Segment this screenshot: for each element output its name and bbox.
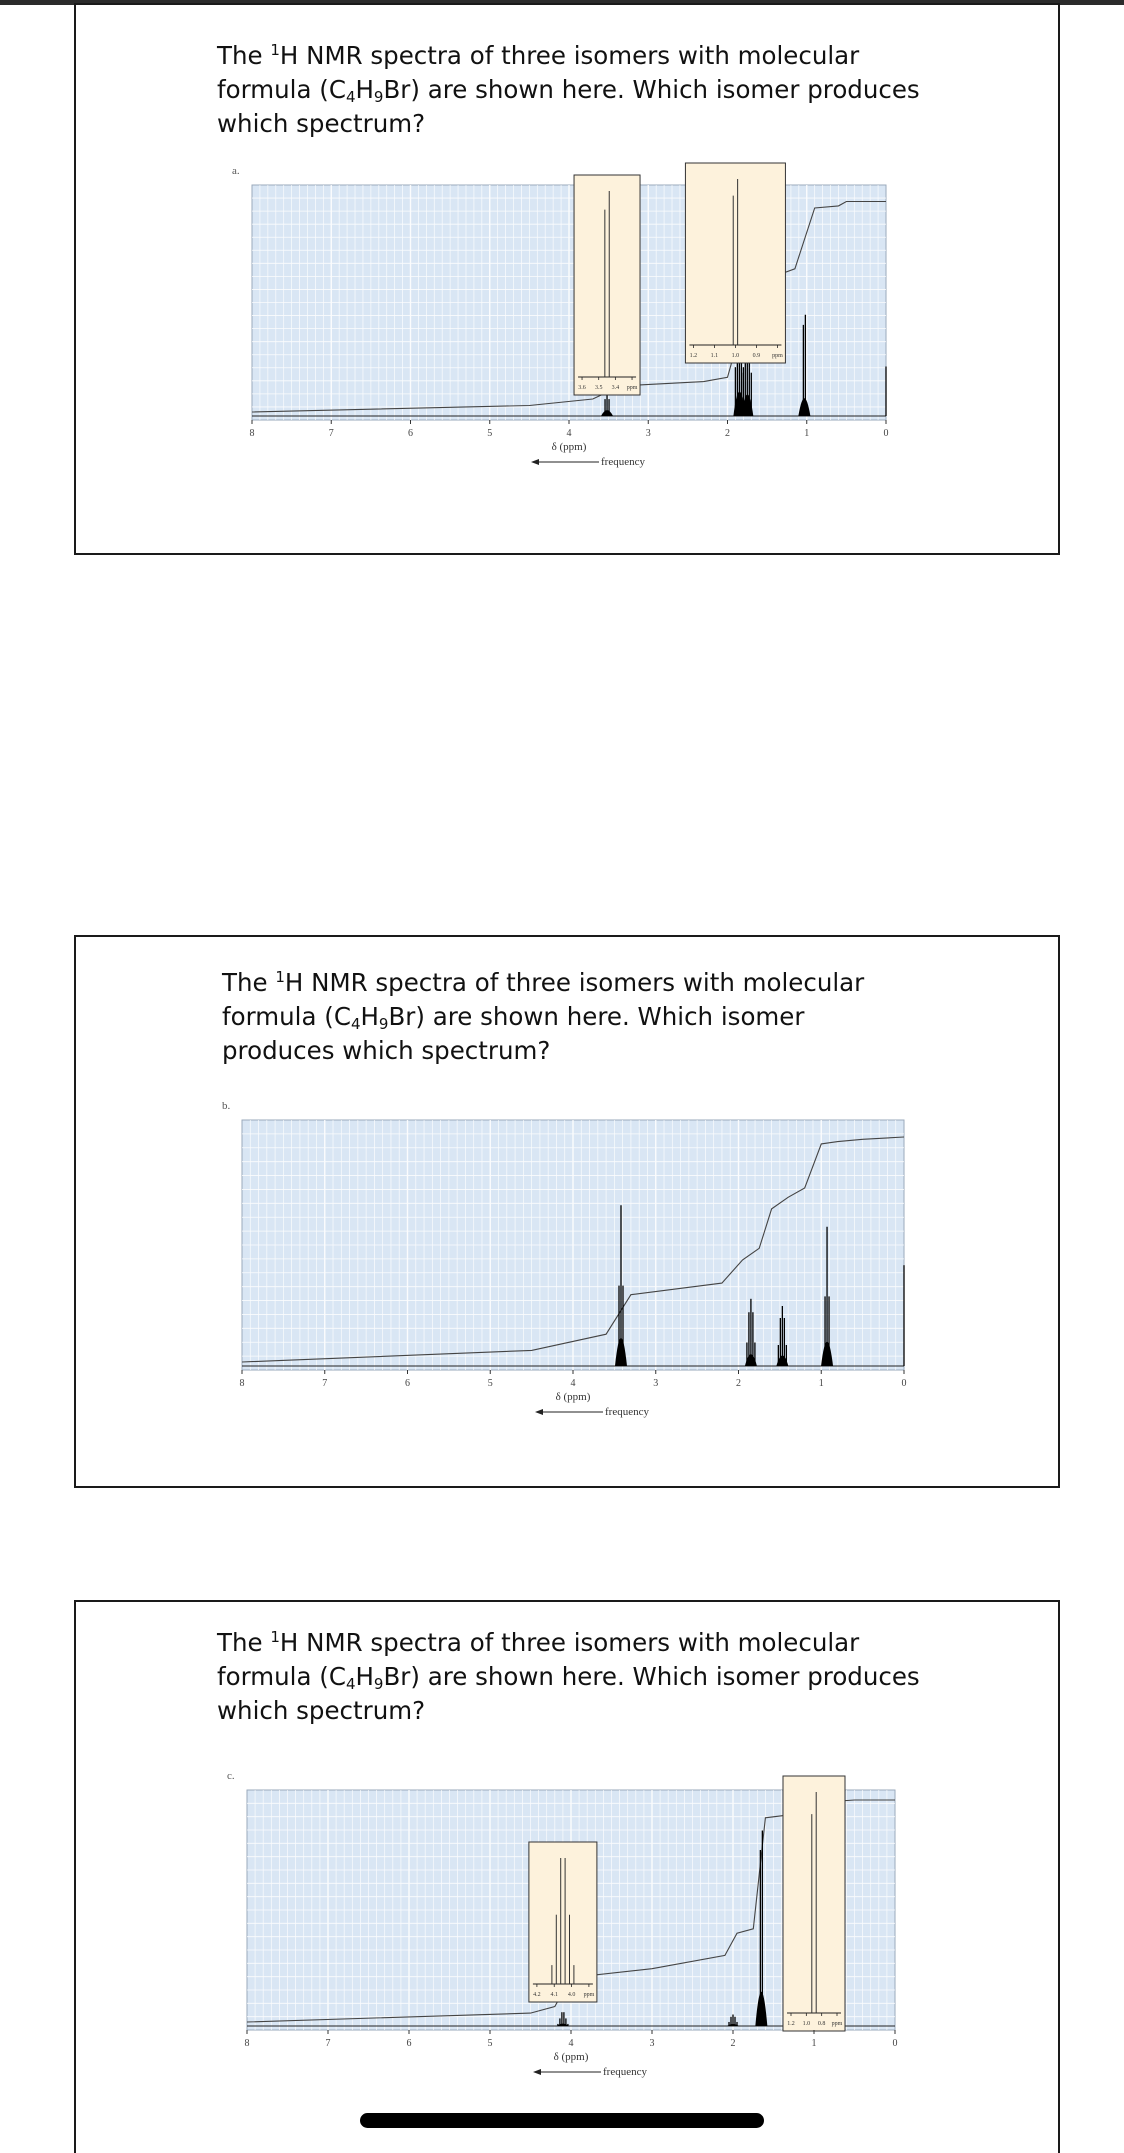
inset-tick-label: 4.2 <box>533 1992 541 1998</box>
spectrum-label: b. <box>222 1100 231 1112</box>
x-axis <box>240 1370 907 1389</box>
inset-box <box>529 1842 597 2002</box>
x-tick-label: 3 <box>653 1378 659 1389</box>
grid-lines <box>252 185 886 420</box>
inset-box <box>574 175 640 395</box>
x-tick-label: 5 <box>487 428 493 439</box>
x-tick-label: 2 <box>725 428 730 439</box>
inset-tick-label: 3.4 <box>611 385 620 391</box>
x-axis-label: δ (ppm) <box>555 1391 591 1403</box>
nmr-spectrum-b <box>220 1095 910 1418</box>
frequency-arrow-head <box>533 2069 541 2075</box>
inset-tick-label: 1.0 <box>731 353 740 359</box>
x-tick-label: 4 <box>566 428 572 439</box>
frequency-label: frequency <box>605 1406 649 1418</box>
x-tick-label: 1 <box>804 428 810 439</box>
inset-tick-label: ppm <box>583 1992 595 1998</box>
inset-tick-label: 0.9 <box>752 353 761 359</box>
spectrum-label: c. <box>227 1770 235 1782</box>
x-tick-label: 3 <box>649 2038 655 2049</box>
x-axis-label: δ (ppm) <box>551 441 587 453</box>
x-tick-label: 8 <box>244 2038 250 2049</box>
x-tick-label: 1 <box>811 2038 817 2049</box>
x-tick-label: 3 <box>645 428 651 439</box>
x-tick-label: 8 <box>239 1378 245 1389</box>
frequency-label: frequency <box>603 2066 647 2078</box>
x-tick-label: 0 <box>892 2038 898 2049</box>
frequency-arrow-head <box>531 459 539 465</box>
inset-tick-label: 3.6 <box>578 385 586 391</box>
inset-tick-label: 1.2 <box>787 2021 795 2027</box>
x-axis <box>245 2030 898 2049</box>
inset-1 <box>529 1842 597 2002</box>
nmr-spectrum-c <box>225 1765 905 2085</box>
nmr-spectrum-a <box>230 160 900 490</box>
inset-tick-label: 0.8 <box>817 2021 826 2027</box>
x-tick-label: 4 <box>570 1378 576 1389</box>
x-tick-label: 8 <box>249 428 255 439</box>
x-tick-label: 2 <box>730 2038 736 2049</box>
x-tick-label: 6 <box>408 428 413 439</box>
inset-tick-label: 4.1 <box>550 1992 558 1998</box>
x-tick-label: 7 <box>322 1378 328 1389</box>
spectrum-label: a. <box>232 165 240 177</box>
inset-tick-label: 1.2 <box>689 353 698 359</box>
x-tick-label: 2 <box>736 1378 741 1389</box>
inset-tick-label: 3.5 <box>594 385 603 391</box>
x-tick-label: 5 <box>487 2038 493 2049</box>
x-tick-label: 7 <box>325 2038 331 2049</box>
question-text: The $^1$H NMR spectra of three isomers with molecular formula $(C_4H_9Br)$ are shown here. Which isomer produces which spectrum? <box>217 41 920 138</box>
inset-tick-label: ppm <box>831 2021 843 2027</box>
question-text: The $^1$H NMR spectra of three isomers with molecular formula $(C_4H_9Br)$ are shown here. Which isomer produces which spectrum? <box>222 968 865 1065</box>
x-axis-label: δ (ppm) <box>553 2051 589 2063</box>
frequency-label: frequency <box>601 456 645 468</box>
x-tick-label: 6 <box>405 1378 410 1389</box>
grid-lines <box>242 1120 904 1370</box>
frequency-arrow-head <box>535 1409 543 1415</box>
x-axis <box>250 420 889 439</box>
inset-tick-label: 1.0 <box>802 2021 811 2027</box>
inset-box <box>783 1776 845 2031</box>
inset-tick-label: ppm <box>772 353 783 359</box>
x-tick-label: 7 <box>328 428 334 439</box>
inset-box <box>685 163 785 363</box>
inset-tick-label: ppm <box>626 385 638 391</box>
inset-2 <box>685 163 785 363</box>
inset-2 <box>783 1776 845 2031</box>
inset-1 <box>574 175 640 395</box>
inset-tick-label: 4.0 <box>567 1992 576 1998</box>
question-text: The $^1$H NMR spectra of three isomers with molecular formula $(C_4H_9Br)$ are shown here. Which isomer produces which spectrum? <box>217 1628 920 1725</box>
home-indicator[interactable] <box>360 2113 764 2128</box>
x-tick-label: 0 <box>901 1378 907 1389</box>
inset-tick-label: 1.1 <box>710 353 719 359</box>
x-tick-label: 1 <box>818 1378 824 1389</box>
x-tick-label: 6 <box>406 2038 412 2049</box>
x-tick-label: 5 <box>487 1378 493 1389</box>
x-tick-label: 0 <box>883 428 889 439</box>
x-tick-label: 4 <box>568 2038 574 2049</box>
